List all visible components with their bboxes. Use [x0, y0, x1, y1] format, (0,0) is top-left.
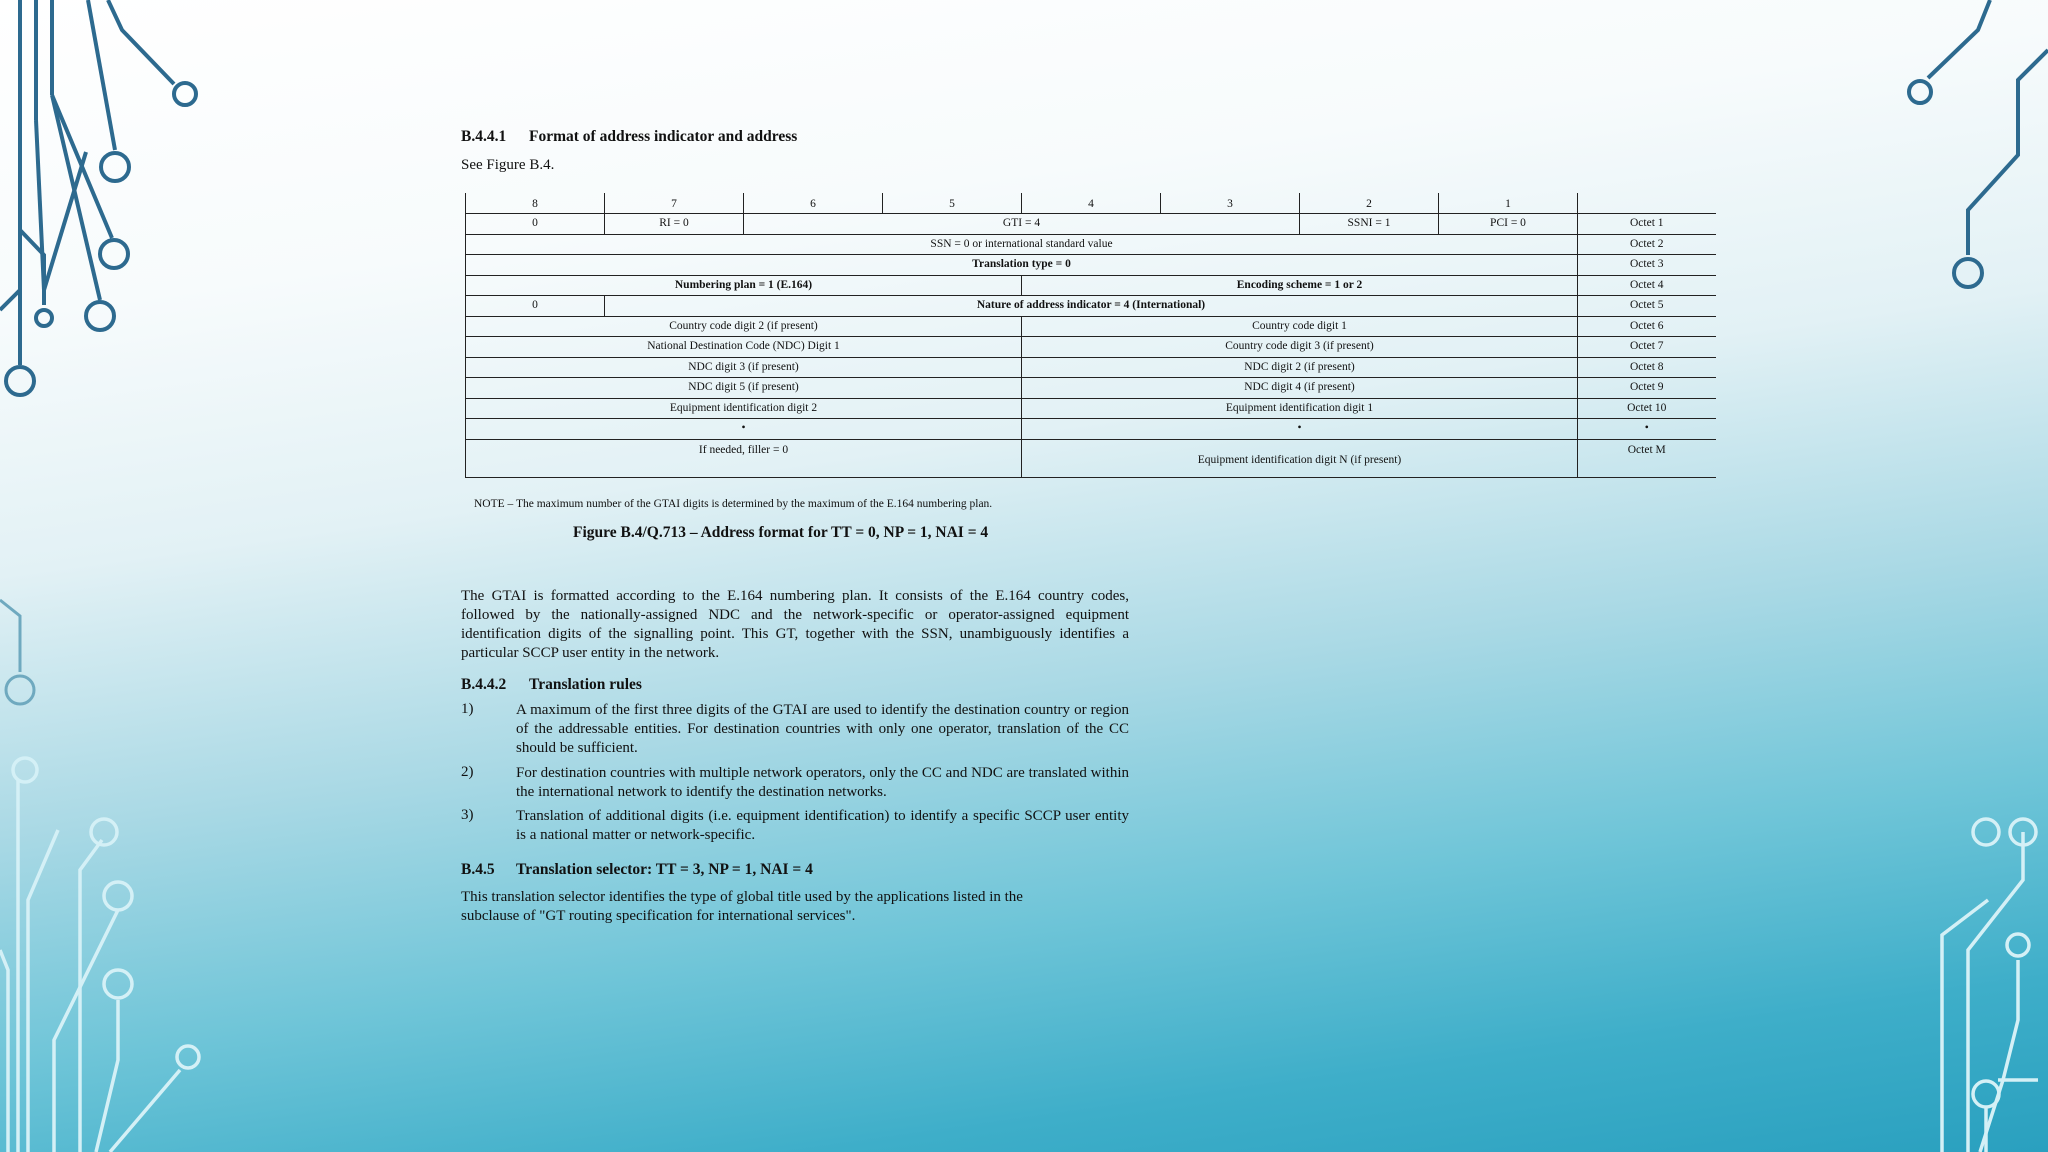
- table-row: [466, 439, 1716, 477]
- table-row: [466, 378, 1716, 399]
- figure-note: NOTE – The maximum number of the GTAI digits is determined by the maximum of the E.164 numbering plan.: [474, 498, 993, 510]
- gti-field: GTI = 4: [744, 214, 1300, 235]
- octet-label: Octet 4: [1578, 275, 1716, 296]
- digit-right-field: Country code digit 1: [1022, 316, 1578, 337]
- section-heading-b442: [461, 676, 642, 694]
- bit-5-header: 5: [883, 193, 1022, 214]
- table-row: [466, 275, 1716, 296]
- bit-7-header: 7: [605, 193, 744, 214]
- table-row: [466, 316, 1716, 337]
- list-item: [461, 764, 1129, 802]
- ellipsis-left: •: [466, 419, 1022, 440]
- table-row: [466, 214, 1716, 235]
- bit8-value: 0: [466, 296, 605, 317]
- table-row: [466, 357, 1716, 378]
- section-heading-b441: [461, 128, 797, 146]
- digit-right-field: NDC digit 4 (if present): [1022, 378, 1578, 399]
- table-row: [466, 398, 1716, 419]
- octet-label: Octet 9: [1578, 378, 1716, 399]
- address-format-table: [465, 193, 1716, 478]
- list-item-number: 3): [461, 807, 474, 823]
- list-item: [461, 807, 1129, 845]
- octet-label: Octet 7: [1578, 337, 1716, 358]
- octet-label: Octet 6: [1578, 316, 1716, 337]
- section-title: Translation rules: [529, 676, 642, 693]
- nature-of-address-field: Nature of address indicator = 4 (International): [605, 296, 1578, 317]
- bit-header-row: [466, 193, 1716, 214]
- section-number: B.4.5: [461, 861, 495, 878]
- ssn-field: SSN = 0 or international standard value: [466, 234, 1578, 255]
- octet-label: Octet 2: [1578, 234, 1716, 255]
- list-item-text: For destination countries with multiple network operators, only the CC and NDC are translated within the international network to identify the destination networks.: [516, 765, 1129, 800]
- numbering-plan-field: Numbering plan = 1 (E.164): [466, 275, 1022, 296]
- list-item: [461, 701, 1129, 758]
- digit-left-field: National Destination Code (NDC) Digit 1: [466, 337, 1022, 358]
- list-item-text: Translation of additional digits (i.e. equipment identification) to identify a specific SCCP user entity is a national matter or network-specific.: [516, 808, 1129, 843]
- translation-selector-paragraph: This translation selector identifies the type of global title used by the applications listed in the subclause of "GT routing specification for international services".: [461, 889, 1023, 924]
- bit-3-header: 3: [1161, 193, 1300, 214]
- digit-left-field: Country code digit 2 (if present): [466, 316, 1022, 337]
- section-heading-b45: [461, 861, 813, 879]
- section-number: B.4.4.1: [461, 128, 507, 145]
- octet-label: Octet 3: [1578, 255, 1716, 276]
- octet-label: •: [1578, 419, 1716, 440]
- octet-label: Octet M: [1578, 439, 1716, 477]
- equipment-digit-n-field: Equipment identification digit N (if present): [1022, 439, 1578, 477]
- circuit-decoration-right: [1848, 0, 2048, 1152]
- octet-label: Octet 1: [1578, 214, 1716, 235]
- ri-field: RI = 0: [605, 214, 744, 235]
- encoding-scheme-field: Encoding scheme = 1 or 2: [1022, 275, 1578, 296]
- table-row: [466, 234, 1716, 255]
- see-figure-text: See Figure B.4.: [461, 157, 555, 173]
- section-number: B.4.4.2: [461, 676, 507, 693]
- section-title: Format of address indicator and address: [529, 128, 798, 145]
- list-item-number: 1): [461, 701, 474, 717]
- section-title: Translation selector: TT = 3, NP = 1, NAI = 4: [516, 861, 813, 878]
- octet-header-blank: [1578, 193, 1716, 214]
- digit-left-field: Equipment identification digit 2: [466, 398, 1022, 419]
- digit-right-field: NDC digit 2 (if present): [1022, 357, 1578, 378]
- digit-left-field: NDC digit 5 (if present): [466, 378, 1022, 399]
- table-row: [466, 255, 1716, 276]
- bit-4-header: 4: [1022, 193, 1161, 214]
- pci-field: PCI = 0: [1439, 214, 1578, 235]
- bit-1-header: 1: [1439, 193, 1578, 214]
- list-item-text: A maximum of the first three digits of the GTAI are used to identify the destination country or region of the addressable entities. For destination countries with only one operator, translation of the CC should be sufficient.: [516, 702, 1129, 756]
- filler-field: If needed, filler = 0: [466, 439, 1022, 477]
- table-row: [466, 296, 1716, 317]
- table-row: [466, 419, 1716, 440]
- ellipsis-right: •: [1022, 419, 1578, 440]
- circuit-decoration-left: [0, 0, 220, 1152]
- translation-type-field: Translation type = 0: [466, 255, 1578, 276]
- digit-right-field: Equipment identification digit 1: [1022, 398, 1578, 419]
- octet-label: Octet 10: [1578, 398, 1716, 419]
- list-item-number: 2): [461, 764, 474, 780]
- bit-6-header: 6: [744, 193, 883, 214]
- figure-caption: Figure B.4/Q.713 – Address format for TT = 0, NP = 1, NAI = 4: [573, 524, 989, 541]
- digit-right-field: Country code digit 3 (if present): [1022, 337, 1578, 358]
- gtai-paragraph: The GTAI is formatted according to the E.164 numbering plan. It consists of the E.164 country codes, followed by the nationally-assigned NDC and the network-specific or operator-assigned equipment identification digits of the signalling point. This GT, together with the SSN, unambiguously identifies a particular SCCP user entity in the network.: [461, 588, 1129, 661]
- octet-label: Octet 8: [1578, 357, 1716, 378]
- bit-2-header: 2: [1300, 193, 1439, 214]
- digit-left-field: NDC digit 3 (if present): [466, 357, 1022, 378]
- bit8-value: 0: [466, 214, 605, 235]
- octet-label: Octet 5: [1578, 296, 1716, 317]
- ssni-field: SSNI = 1: [1300, 214, 1439, 235]
- table-row: [466, 337, 1716, 358]
- bit-8-header: 8: [466, 193, 605, 214]
